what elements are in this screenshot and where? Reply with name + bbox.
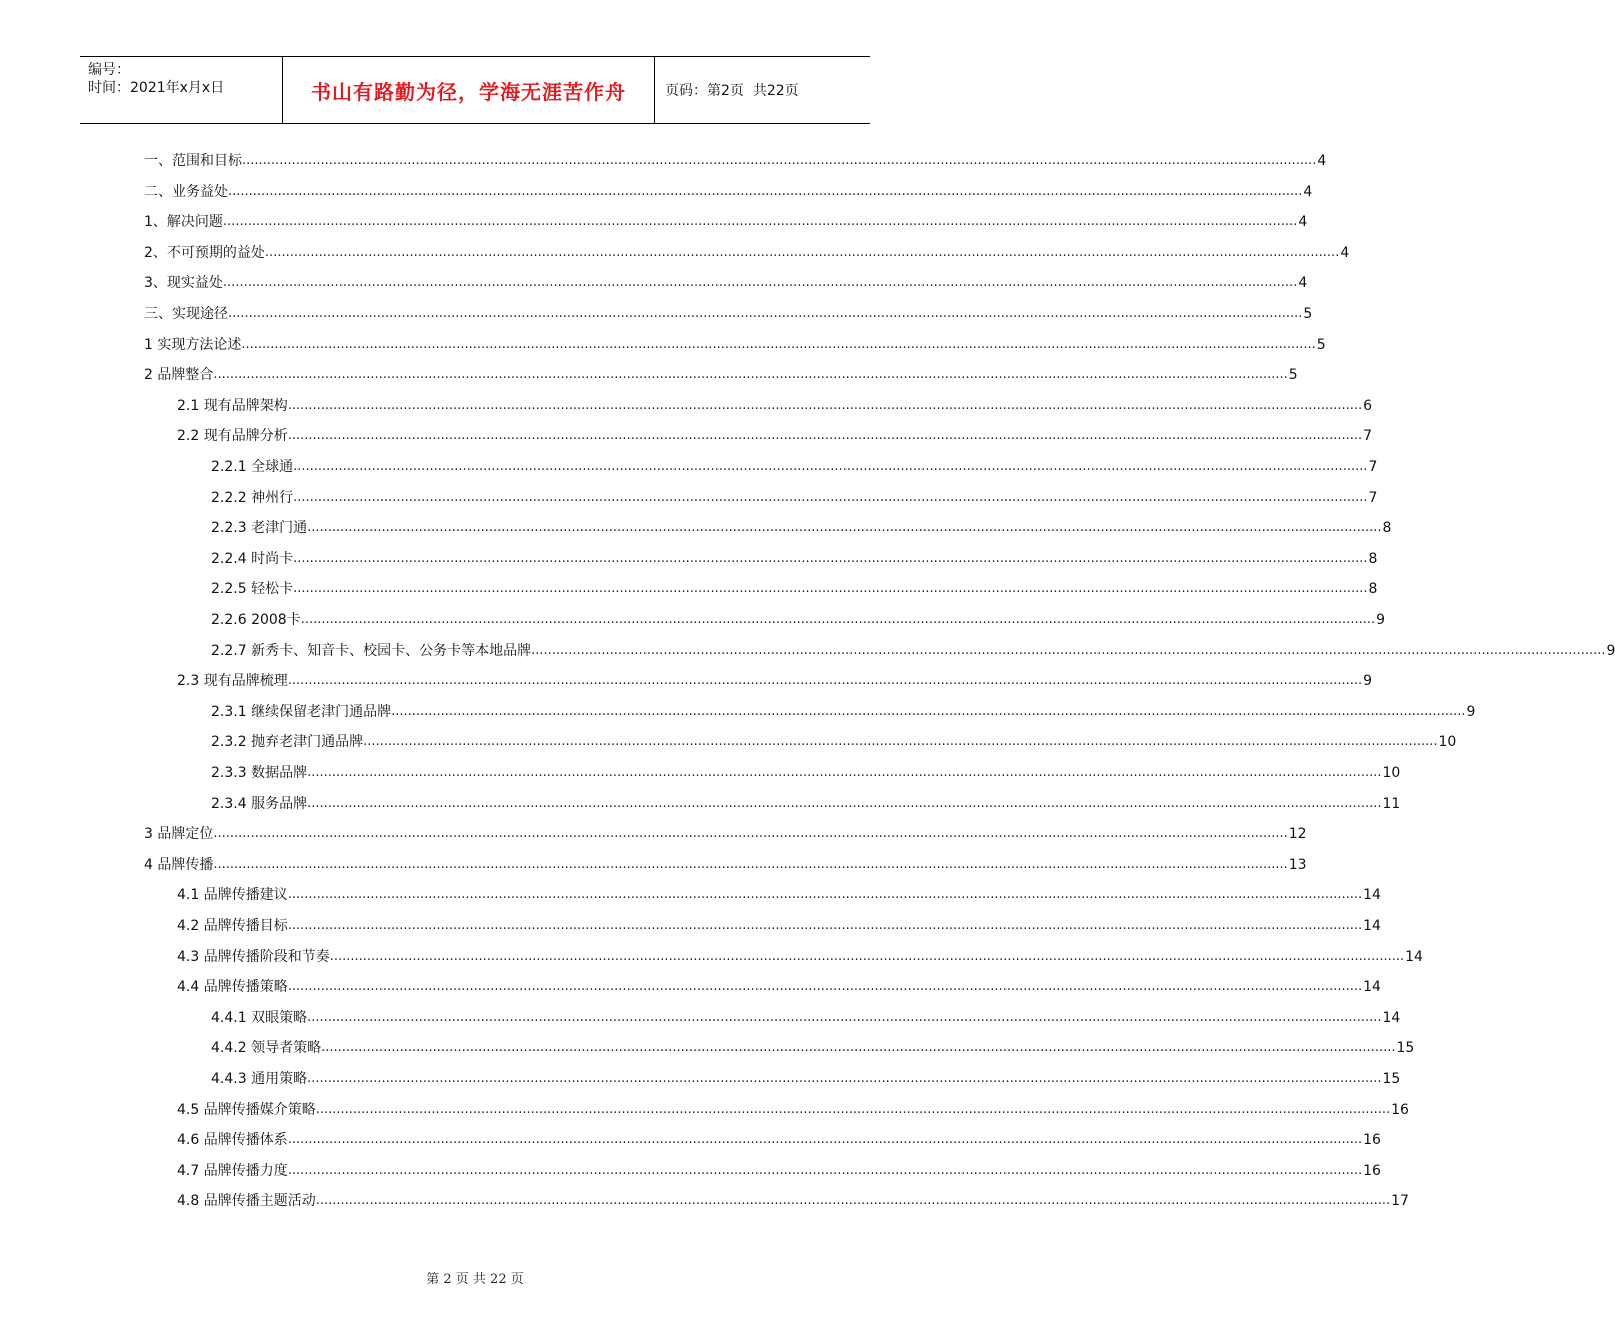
toc-entry-page: 12 <box>1288 826 1307 843</box>
toc-entry[interactable] <box>144 233 1350 263</box>
toc-dot-leader: .................................................................................................................................................................................................................................................................... <box>287 428 1363 444</box>
toc-entry-page: 10 <box>1382 765 1401 781</box>
toc-dot-leader: .................................................................................................................................................................................................................................................................... <box>293 581 1368 597</box>
toc-entry[interactable] <box>144 172 1313 202</box>
toc-entry-page: 5 <box>1288 367 1298 384</box>
toc-dot-leader: .................................................................................................................................................................................................................................................................... <box>287 979 1363 995</box>
toc-dot-leader: .................................................................................................................................................................................................................................................................... <box>287 1132 1363 1148</box>
toc-entry-page: 14 <box>1405 948 1423 965</box>
toc-entry-page: 6 <box>1363 397 1373 414</box>
toc-dot-leader: .................................................................................................................................................................................................................................................................... <box>222 275 1298 291</box>
toc-entry-page: 17 <box>1391 1193 1409 1210</box>
toc-entry-title: 一、范围和目标 <box>144 153 242 169</box>
toc-entry-page: 14 <box>1363 887 1381 904</box>
toc-dot-leader: .................................................................................................................................................................................................................................................................... <box>287 1162 1363 1178</box>
toc-entry[interactable] <box>211 998 1401 1028</box>
toc-dot-leader: .................................................................................................................................................................................................................................................................... <box>329 948 1405 964</box>
toc-entry-title: 4.8 品牌传播主题活动 <box>177 1193 316 1210</box>
page-footer <box>0 1268 950 1287</box>
toc-dot-leader: .................................................................................................................................................................................................................................................................... <box>228 183 1303 199</box>
toc-dot-leader: .................................................................................................................................................................................................................................................................... <box>228 306 1303 321</box>
toc-entry-title: 2.2.1 全球通 <box>211 459 294 475</box>
toc-entry-title: 2、不可预期的益处 <box>144 244 265 261</box>
toc-entry[interactable] <box>211 478 1378 508</box>
toc-entry-page: 5 <box>1303 306 1313 322</box>
toc-dot-leader: .................................................................................................................................................................................................................................................................... <box>531 642 1606 658</box>
toc-entry[interactable] <box>144 294 1313 324</box>
toc-entry-page: 8 <box>1368 550 1378 567</box>
page-header <box>80 56 870 124</box>
header-page-number: 页码：第2页 <box>665 83 744 99</box>
toc-entry-title: 4.3 品牌传播阶段和节奏 <box>177 948 330 965</box>
toc-entry[interactable] <box>144 202 1308 232</box>
toc-entry-page: 4 <box>1298 214 1308 231</box>
toc-dot-leader: .................................................................................................................................................................................................................................................................... <box>293 550 1368 566</box>
toc-dot-leader: .................................................................................................................................................................................................................................................................... <box>242 153 1317 168</box>
header-motto: 书山有路勤为径，学海无涯苦作舟 <box>282 57 655 123</box>
toc-entry-title: 4 品牌传播 <box>144 856 214 873</box>
toc-entry-page: 9 <box>1363 673 1373 690</box>
toc-entry-page: 15 <box>1396 1040 1415 1057</box>
toc-entry-page: 9 <box>1466 703 1476 720</box>
toc-dot-leader: .................................................................................................................................................................................................................................................................... <box>264 244 1340 260</box>
toc-dot-leader: .................................................................................................................................................................................................................................................................... <box>293 489 1368 505</box>
toc-entry-page: 10 <box>1438 734 1457 751</box>
toc-entry-title: 2.2.7 新秀卡、知音卡、校园卡、公务卡等本地品牌 <box>211 642 532 659</box>
toc-entry-title: 二、业务益处 <box>144 183 228 200</box>
toc-entry-title: 4.4.3 通用策略 <box>211 1071 308 1087</box>
toc-entry[interactable] <box>177 386 1373 416</box>
toc-dot-leader: .................................................................................................................................................................................................................................................................... <box>213 826 1288 842</box>
toc-dot-leader: .................................................................................................................................................................................................................................................................... <box>213 856 1288 872</box>
toc-entry[interactable] <box>211 753 1401 783</box>
document-time-label: 时间：2021年x月x日 <box>88 80 225 96</box>
toc-entry[interactable] <box>177 416 1373 446</box>
toc-entry-title: 4.6 品牌传播体系 <box>177 1132 288 1149</box>
toc-entry-title: 2.2.3 老津门通 <box>211 520 308 537</box>
toc-dot-leader: .................................................................................................................................................................................................................................................................... <box>391 703 1466 719</box>
toc-entry-page: 8 <box>1368 581 1378 598</box>
toc-entry[interactable] <box>144 141 1327 171</box>
toc-entry-title: 2.3 现有品牌梳理 <box>177 673 288 690</box>
toc-entry-page: 4 <box>1303 183 1313 200</box>
toc-entry-page: 14 <box>1363 979 1381 996</box>
toc-entry[interactable] <box>211 600 1386 630</box>
toc-entry-page: 7 <box>1368 459 1378 475</box>
toc-entry[interactable] <box>211 447 1378 477</box>
toc-entry[interactable] <box>177 906 1381 936</box>
toc-entry-page: 4 <box>1317 153 1327 169</box>
toc-entry-title: 2.3.1 继续保留老津门通品牌 <box>211 703 392 720</box>
toc-entry-page: 4 <box>1298 275 1308 292</box>
toc-entry[interactable] <box>177 1120 1381 1150</box>
toc-entry-title: 1 实现方法论述 <box>144 336 242 353</box>
toc-entry-title: 1、解决问题 <box>144 214 223 231</box>
toc-entry-title: 2.3.2 抛弃老津门通品牌 <box>211 734 364 751</box>
toc-entry-page: 7 <box>1368 489 1378 506</box>
toc-dot-leader: .................................................................................................................................................................................................................................................................... <box>222 214 1298 230</box>
header-meta <box>80 57 282 123</box>
toc-entry-page: 14 <box>1382 1009 1401 1026</box>
toc-entry-title: 3 品牌定位 <box>144 826 214 843</box>
toc-entry-title: 4.5 品牌传播媒介策略 <box>177 1101 316 1118</box>
toc-entry[interactable] <box>211 722 1457 752</box>
toc-entry[interactable] <box>211 784 1401 814</box>
toc-entry-title: 2.3.4 服务品牌 <box>211 795 308 812</box>
toc-dot-leader: .................................................................................................................................................................................................................................................................... <box>287 918 1363 933</box>
toc-entry-title: 2.2.5 轻松卡 <box>211 581 294 598</box>
toc-entry-page: 8 <box>1382 520 1392 537</box>
toc-entry[interactable] <box>177 1151 1381 1181</box>
toc-entry-title: 2.1 现有品牌架构 <box>177 397 288 414</box>
toc-entry[interactable] <box>144 263 1308 293</box>
toc-entry[interactable] <box>211 569 1378 599</box>
toc-entry-page: 16 <box>1363 1162 1381 1179</box>
toc-entry-page: 4 <box>1340 244 1350 261</box>
toc-entry-title: 2.2.4 时尚卡 <box>211 550 294 567</box>
toc-entry[interactable] <box>211 1059 1401 1089</box>
toc-entry[interactable] <box>211 539 1378 569</box>
toc-dot-leader: .................................................................................................................................................................................................................................................................... <box>307 765 1382 780</box>
toc-entry-page: 15 <box>1382 1071 1401 1087</box>
toc-entry[interactable] <box>211 692 1476 722</box>
toc-entry-title: 4.2 品牌传播目标 <box>177 918 288 934</box>
toc-dot-leader: .................................................................................................................................................................................................................................................................... <box>307 520 1382 536</box>
toc-dot-leader: .................................................................................................................................................................................................................................................................... <box>307 795 1382 811</box>
toc-entry[interactable] <box>211 1028 1415 1058</box>
toc-entry-title: 4.7 品牌传播力度 <box>177 1162 288 1179</box>
toc-entry-title: 4.1 品牌传播建议 <box>177 887 288 904</box>
toc-entry[interactable] <box>144 814 1307 844</box>
toc-entry[interactable] <box>177 1181 1409 1211</box>
toc-entry-title: 三、实现途径 <box>144 306 228 322</box>
toc-dot-leader: .................................................................................................................................................................................................................................................................... <box>213 367 1288 383</box>
footer-page-number: 第 2 页 共 22 页 <box>426 1272 524 1287</box>
toc-entry[interactable] <box>211 631 1615 661</box>
toc-entry-page: 9 <box>1376 612 1386 628</box>
toc-dot-leader: .................................................................................................................................................................................................................................................................... <box>363 734 1438 750</box>
toc-dot-leader: .................................................................................................................................................................................................................................................................... <box>293 459 1368 474</box>
toc-entry-title: 2.3.3 数据品牌 <box>211 765 308 781</box>
document-number-label: 编号： <box>88 62 130 78</box>
toc-dot-leader: .................................................................................................................................................................................................................................................................... <box>241 336 1316 352</box>
toc-entry-title: 2.2 现有品牌分析 <box>177 428 288 445</box>
toc-entry[interactable] <box>177 1090 1409 1120</box>
toc-entry[interactable] <box>144 355 1298 385</box>
toc-entry-title: 4.4.2 领导者策略 <box>211 1040 322 1057</box>
toc-dot-leader: .................................................................................................................................................................................................................................................................... <box>307 1071 1382 1086</box>
toc-entry-page: 5 <box>1316 336 1326 353</box>
toc-dot-leader: .................................................................................................................................................................................................................................................................... <box>307 1009 1382 1025</box>
toc-entry-title: 2.2.2 神州行 <box>211 489 294 506</box>
toc-entry-title: 4.4 品牌传播策略 <box>177 979 288 996</box>
toc-dot-leader: .................................................................................................................................................................................................................................................................... <box>321 1040 1396 1056</box>
toc-dot-leader: .................................................................................................................................................................................................................................................................... <box>315 1101 1391 1117</box>
toc-entry-page: 13 <box>1288 856 1307 873</box>
toc-entry-title: 4.4.1 双眼策略 <box>211 1009 308 1026</box>
toc-entry-page: 14 <box>1363 918 1381 934</box>
toc-entry-page: 9 <box>1606 642 1615 659</box>
toc-dot-leader: .................................................................................................................................................................................................................................................................... <box>315 1193 1391 1209</box>
toc-entry-page: 7 <box>1363 428 1373 445</box>
toc-entry[interactable] <box>177 937 1423 967</box>
toc-dot-leader: .................................................................................................................................................................................................................................................................... <box>300 612 1376 627</box>
toc-entry[interactable] <box>144 845 1307 875</box>
toc-dot-leader: .................................................................................................................................................................................................................................................................... <box>287 397 1363 413</box>
toc-dot-leader: .................................................................................................................................................................................................................................................................... <box>287 673 1363 689</box>
toc-entry[interactable] <box>177 875 1381 905</box>
toc-entry[interactable] <box>211 508 1392 538</box>
toc-entry[interactable] <box>177 661 1373 691</box>
toc-entry-title: 2 品牌整合 <box>144 367 214 384</box>
toc-entry-title: 2.2.6 2008卡 <box>211 612 301 628</box>
header-page-info <box>655 57 870 123</box>
header-page-total: 共22页 <box>752 83 799 99</box>
toc-entry-page: 16 <box>1363 1132 1381 1149</box>
toc-entry-page: 16 <box>1391 1101 1409 1118</box>
toc-dot-leader: .................................................................................................................................................................................................................................................................... <box>287 887 1363 903</box>
toc-entry[interactable] <box>177 967 1381 997</box>
toc-entry-title: 3、现实益处 <box>144 275 223 292</box>
toc-entry-page: 11 <box>1382 795 1401 812</box>
toc-entry[interactable] <box>144 325 1326 355</box>
